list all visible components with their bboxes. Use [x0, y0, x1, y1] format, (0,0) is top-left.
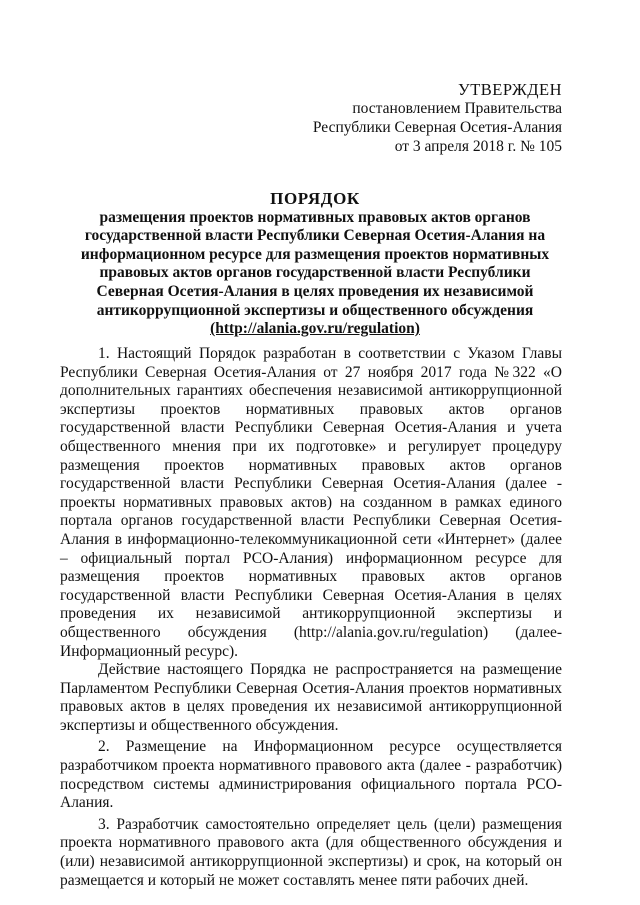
- paragraph-3: 2. Размещение на Информационном ресурсе осуществляется разработчиком проекта нормативного правового акта (далее - разработчик) посредством системы администрирования официального портала РСО-Алания.: [60, 738, 562, 812]
- paragraph-2: Действие настоящего Порядка не распространяется на размещение Парламентом Республики Северная Осетия-Алания проектов нормативных правовых актов в целях проведения их независимой антикоррупционной экспертизы и общественного обсуждения.: [60, 661, 562, 734]
- regulation-url: (http://alania.gov.ru/regulation): [210, 320, 420, 338]
- paragraph-1: 1. Настоящий Порядок разработан в соответствии с Указом Главы Республики Северная Осетия-Алания от 27 ноября 2017 года №322 «О дополнительных гарантиях обеспечения независимой антикоррупционной экспертизы проектов нормативных правовых актов органов государственной власти Республики Северная Осетия-Алания и учета общественного мнения при их подготовке» и регулирует процедуру размещения проектов нормативных правовых актов органов государственной власти Республики Северная Осетия-Алания (далее - проекты нормативных правовых актов) на созданном в рамках единого портала органов государственной власти Республики Северная Осетия-Алания в информационно-телекоммуникационной сети «Интернет» (далее – официальный портал РСО-Алания) информационном ресурсе для размещения проектов нормативных правовых актов органов государственной власти Республики Северная Осетия-Алания в целях проведения их независимой антикоррупционной экспертизы и общественного обсуждения (http://alania.gov.ru/regulation) (далее- Информационный ресурс).: [60, 345, 562, 660]
- approval-heading: УТВЕРЖДЕН: [458, 80, 562, 99]
- document-title-block: [70, 190, 560, 339]
- document-body: [60, 345, 562, 890]
- approval-line-3: от 3 апреля 2018 г. № 105: [394, 138, 562, 155]
- document-subtitle: размещения проектов нормативных правовых актов органов государственной власти Республики Северная Осетия-Алания на информационном ресурсе для размещения проектов нормативных правовых актов органов государственной власти Республики Северная Осетия-Алания в целях проведения их независимой антикоррупционной экспертизы и общественного обсуждения: [80, 208, 550, 319]
- paragraph-4: 3. Разработчик самостоятельно определяет цель (цели) размещения проекта нормативного правового акта (для общественного обсуждения и (или) независимой антикоррупционной экспертизы) и срок, на который он размещается и который не может составлять менее пяти рабочих дней.: [60, 815, 562, 889]
- approval-line-1: постановлением Правительства: [352, 100, 562, 117]
- approval-line-2: Республики Северная Осетия-Алания: [312, 119, 562, 136]
- approval-stamp: [313, 80, 562, 156]
- document-title: ПОРЯДОК: [270, 189, 360, 208]
